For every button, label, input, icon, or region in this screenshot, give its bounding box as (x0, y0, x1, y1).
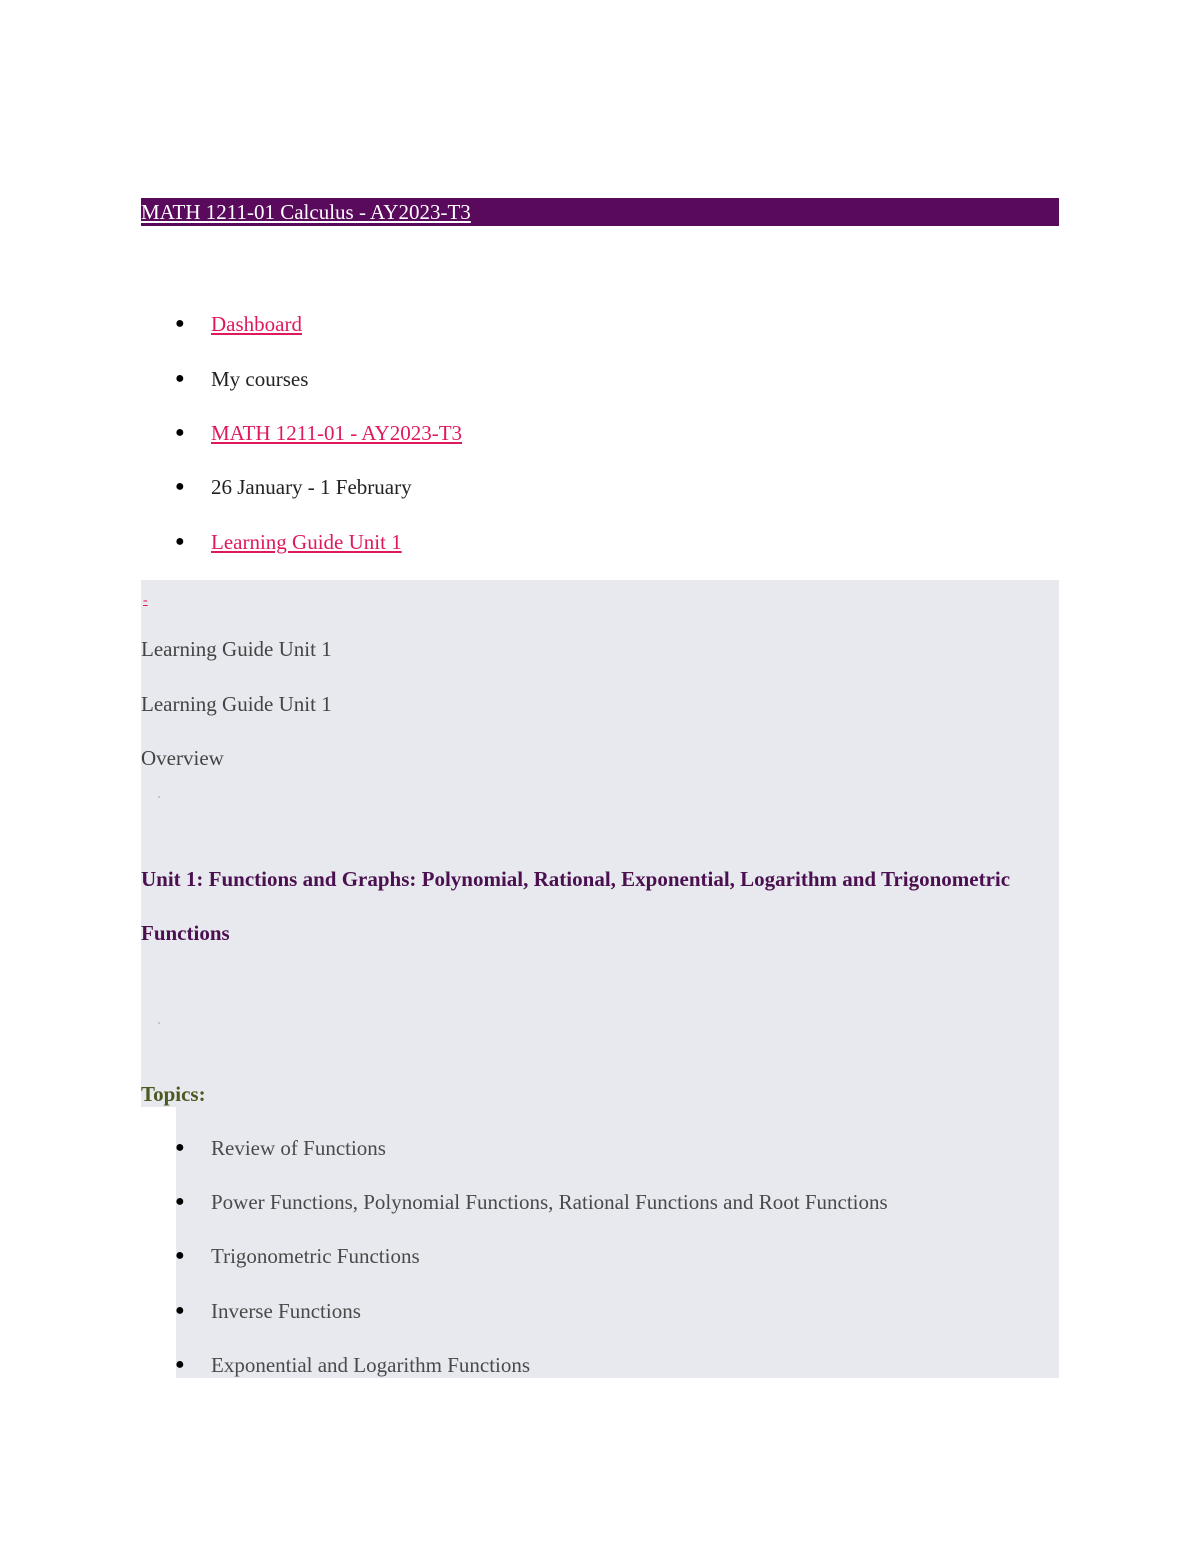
topic-text: Exponential and Logarithm Functions (211, 1353, 531, 1377)
breadcrumb-link-course[interactable]: MATH 1211-01 - AY2023-T3 (211, 421, 463, 445)
bullet-icon: ● (175, 478, 185, 495)
bullet-icon: ● (175, 1139, 185, 1156)
topic-text: Trigonometric Functions (211, 1244, 420, 1268)
breadcrumb-text-my-courses: My courses (211, 367, 309, 391)
bullet-icon: ● (175, 1302, 185, 1319)
spacer-mark (158, 796, 160, 798)
course-title-bar (141, 198, 1059, 226)
bullet-icon: ● (175, 1193, 185, 1210)
page-title: Learning Guide Unit 1 (141, 637, 332, 661)
topics-label: Topics: (141, 1082, 206, 1106)
topic-text: Review of Functions (211, 1136, 386, 1160)
topic-text: Inverse Functions (211, 1299, 361, 1323)
bullet-icon: ● (175, 424, 185, 441)
course-title-link[interactable]: MATH 1211-01 Calculus - AY2023-T3 (141, 200, 471, 224)
bullet-icon: ● (175, 1356, 185, 1373)
page-subtitle: Learning Guide Unit 1 (141, 692, 332, 716)
breadcrumb-link-dashboard[interactable]: Dashboard (211, 312, 302, 336)
unit-heading: Unit 1: Functions and Graphs: Polynomial, Rational, Exponential, Logarithm and Trigonometric Functions (141, 867, 1011, 945)
spacer-mark (158, 1022, 160, 1024)
bullet-icon: ● (175, 370, 185, 387)
breadcrumb-link-learning-guide[interactable]: Learning Guide Unit 1 (211, 530, 402, 554)
bullet-icon: ● (175, 1247, 185, 1264)
topic-text: Power Functions, Polynomial Functions, Rational Functions and Root Functions (211, 1190, 888, 1214)
overview-label: Overview (141, 746, 224, 770)
skip-link[interactable]: - (143, 593, 148, 608)
bullet-icon: ● (175, 315, 185, 332)
bullet-icon: ● (175, 533, 185, 550)
breadcrumb-text-week: 26 January - 1 February (211, 475, 412, 499)
